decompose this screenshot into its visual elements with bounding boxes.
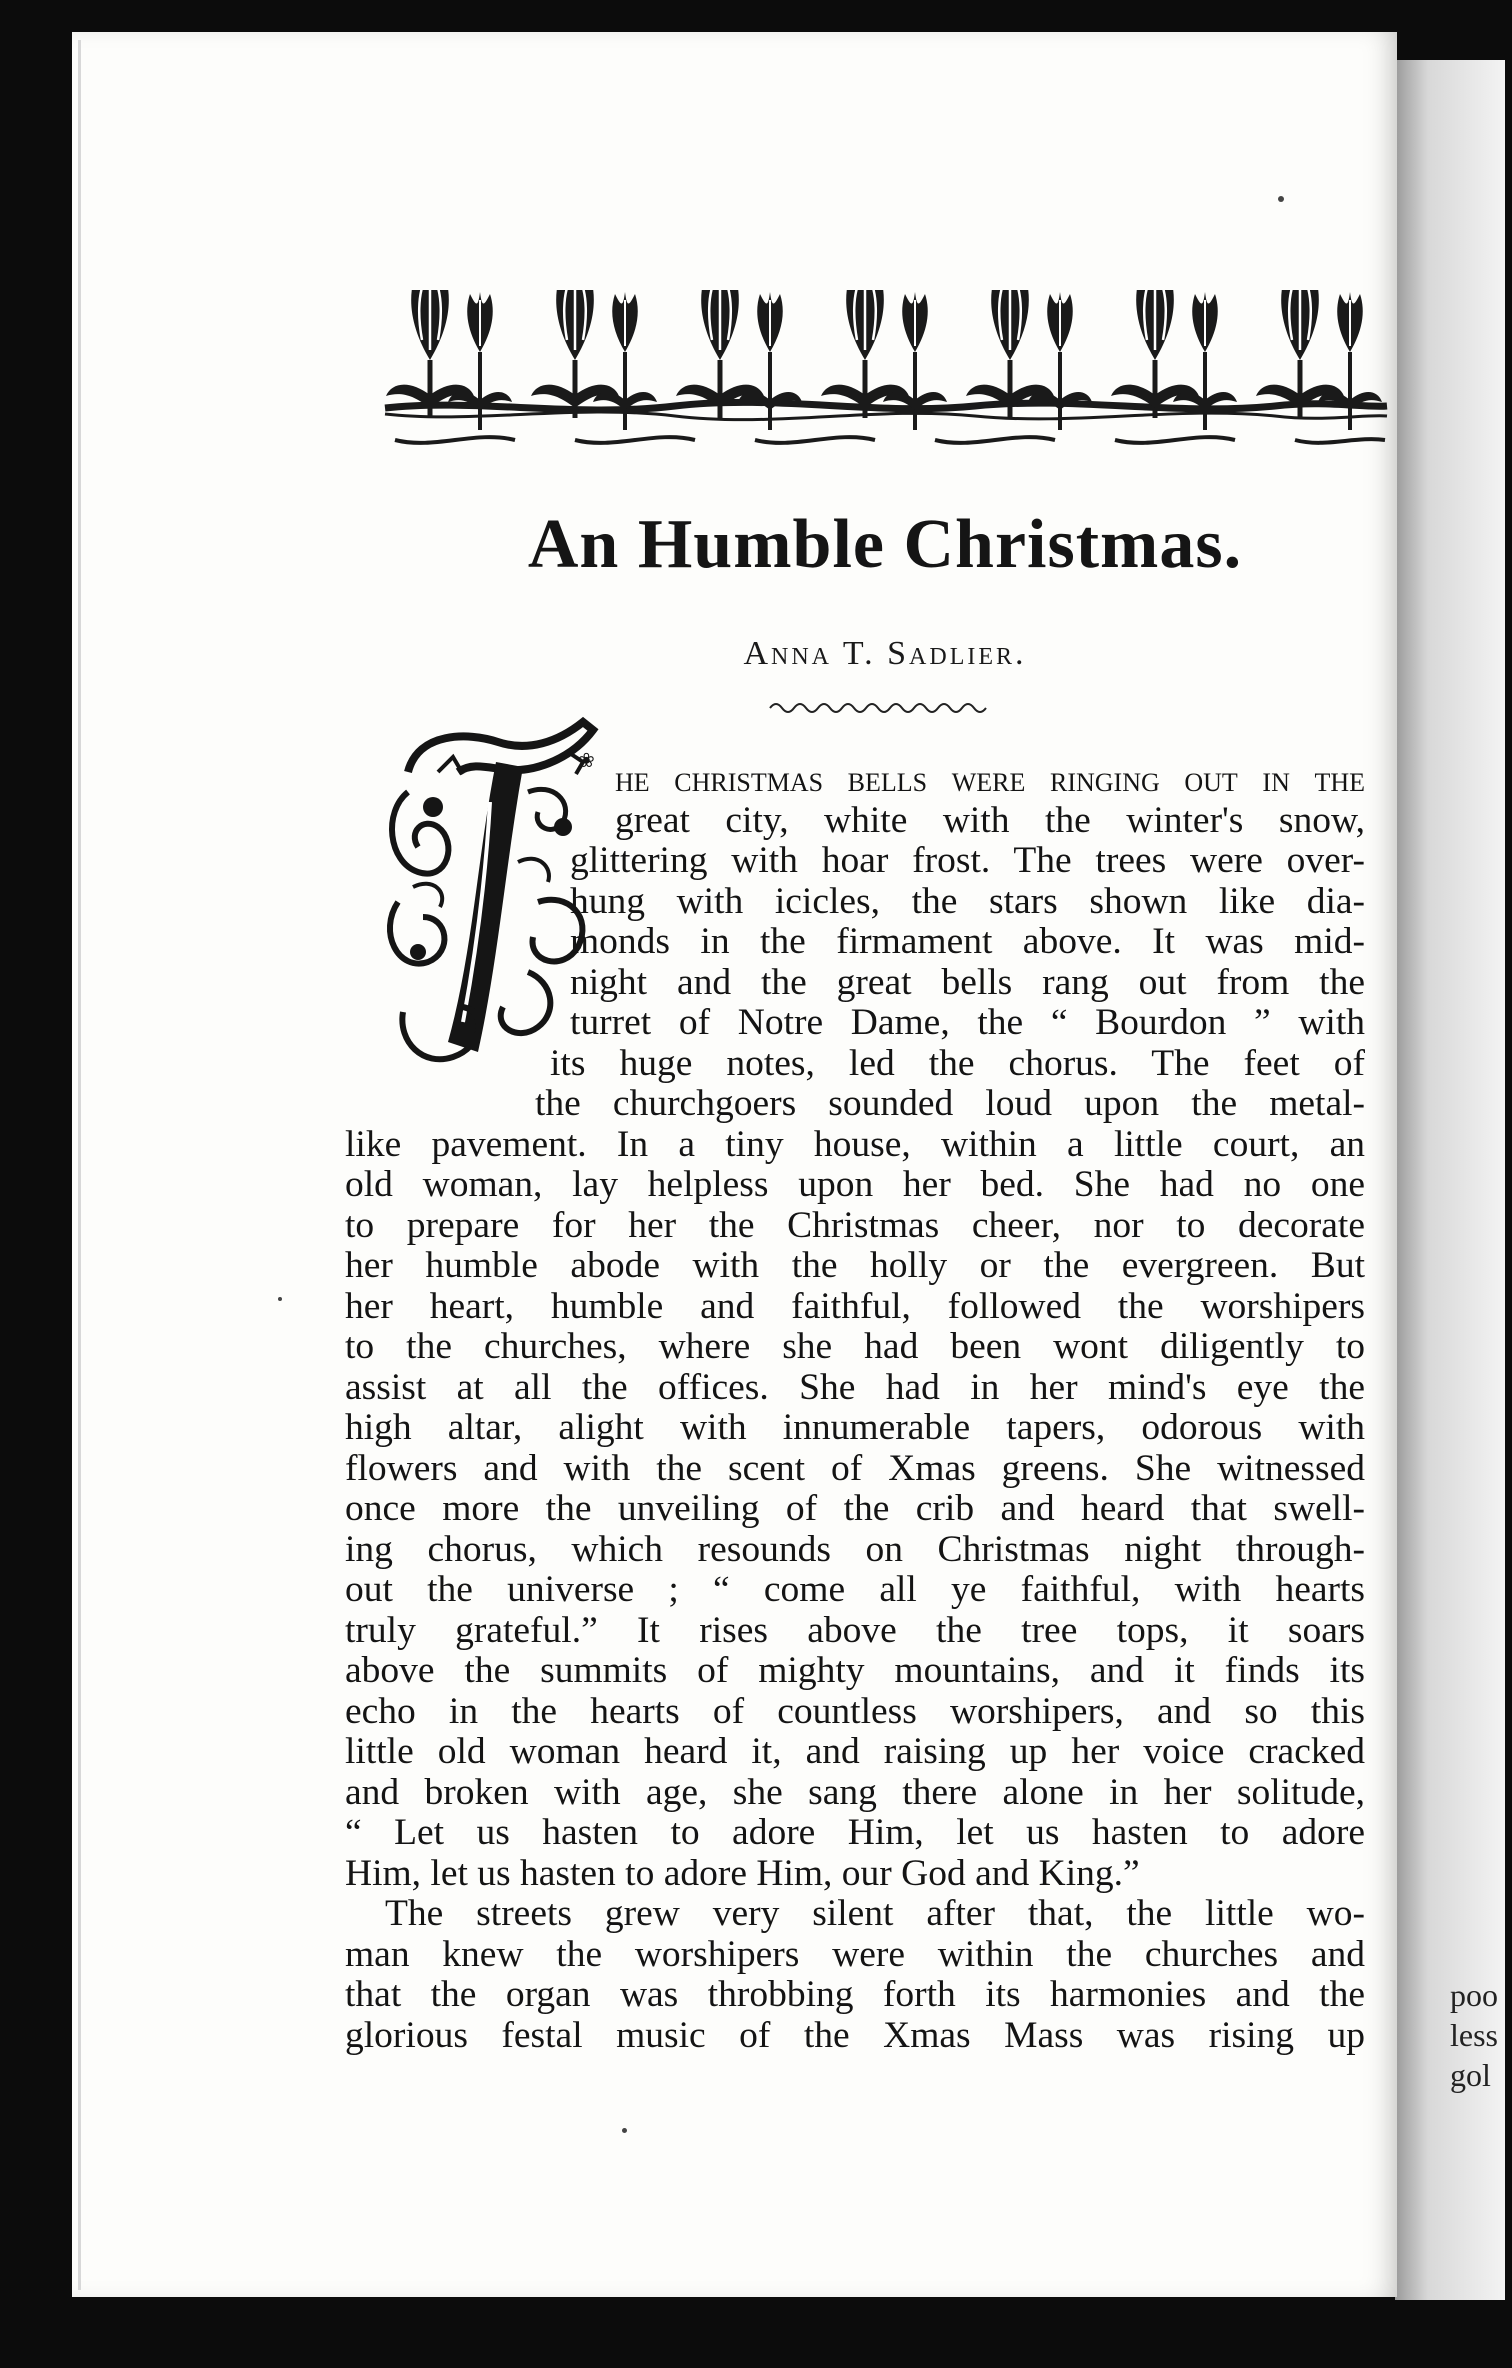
paper-speck (278, 1297, 282, 1301)
text-line: ing chorus, which resounds on Christmas night through- (345, 1529, 1365, 1570)
floral-banner (375, 290, 1395, 470)
text-line: to the churches, where she had been wont diligently to (345, 1327, 1365, 1367)
page-gutter (78, 40, 81, 2290)
text-line: hung with icicles, the stars shown like dia- (570, 881, 1365, 922)
page-title: An Humble Christmas. (527, 506, 1243, 583)
text-line: her humble abode with the holly or the evergreen. But (345, 1246, 1365, 1286)
ornamental-rule (765, 698, 1005, 718)
text-line: echo in the hearts of countless worshipers, and so this (345, 1691, 1365, 1732)
paper-speck (1278, 196, 1284, 202)
text-line: its huge notes, led the chorus. The feet of (550, 1043, 1365, 1084)
text-line: turret of Notre Dame, the “ Bourdon ” with (570, 1003, 1365, 1043)
text-line: night and the great bells rang out from the (570, 962, 1365, 1003)
text-line: glorious festal music of the Xmas Mass was rising up (345, 2015, 1365, 2056)
text-line: great city, white with the winter's snow, (615, 800, 1365, 841)
facing-line: poo (1450, 1977, 1498, 2013)
facing-line: gol (1450, 2057, 1491, 2093)
text-line: out the universe ; “ come all ye faithful, with hearts (345, 1570, 1365, 1610)
text-line: The streets grew very silent after that, the little wo- (385, 1894, 1365, 1934)
facing-page-text (1450, 1975, 1512, 2095)
text-line: monds in the firmament above. It was mid- (570, 922, 1365, 962)
text-line: to prepare for her the Christmas cheer, nor to decorate (345, 1205, 1365, 1246)
text-line: assist at all the offices. She had in her mind's eye the (345, 1367, 1365, 1408)
text-line: old woman, lay helpless upon her bed. She had no one (345, 1165, 1365, 1205)
text-line: and broken with age, she sang there alone in her solitude, (345, 1772, 1365, 1813)
author-name: Anna T. Sadlier. (743, 635, 1027, 672)
text-line: above the summits of mighty mountains, and it finds its (345, 1651, 1365, 1691)
text-line: the churchgoers sounded loud upon the metal- (535, 1084, 1365, 1124)
facing-line: less (1450, 2017, 1498, 2053)
facing-page-edge (1395, 60, 1505, 2300)
text-line: glittering with hoar frost. The trees were over- (570, 841, 1365, 881)
svg-text:❀: ❀ (578, 750, 595, 772)
text-line: that the organ was throbbing forth its harmonies and the (345, 1975, 1365, 2015)
text-line: high altar, alight with innumerable tapers, odorous with (345, 1408, 1365, 1448)
paper-speck (622, 2128, 627, 2133)
text-line: Him, let us hasten to adore Him, our God and King.” (345, 1853, 1140, 1894)
text-line: flowers and with the scent of Xmas greens. She witnessed (345, 1448, 1365, 1489)
text-line: “ Let us hasten to adore Him, let us hasten to adore (345, 1813, 1365, 1853)
text-line: man knew the worshipers were within the churches and (345, 1934, 1365, 1975)
text-line: her heart, humble and faithful, followed the worshipers (345, 1286, 1365, 1327)
text-line: truly grateful.” It rises above the tree tops, it soars (345, 1610, 1365, 1651)
article-body (345, 760, 1365, 2056)
text-line: once more the unveiling of the crib and heard that swell- (345, 1489, 1365, 1529)
text-line: little old woman heard it, and raising up her voice cracked (345, 1732, 1365, 1772)
text-line: like pavement. In a tiny house, within a little court, an (345, 1124, 1365, 1165)
text-line: he christmas bells were ringing out in the (615, 760, 1365, 800)
